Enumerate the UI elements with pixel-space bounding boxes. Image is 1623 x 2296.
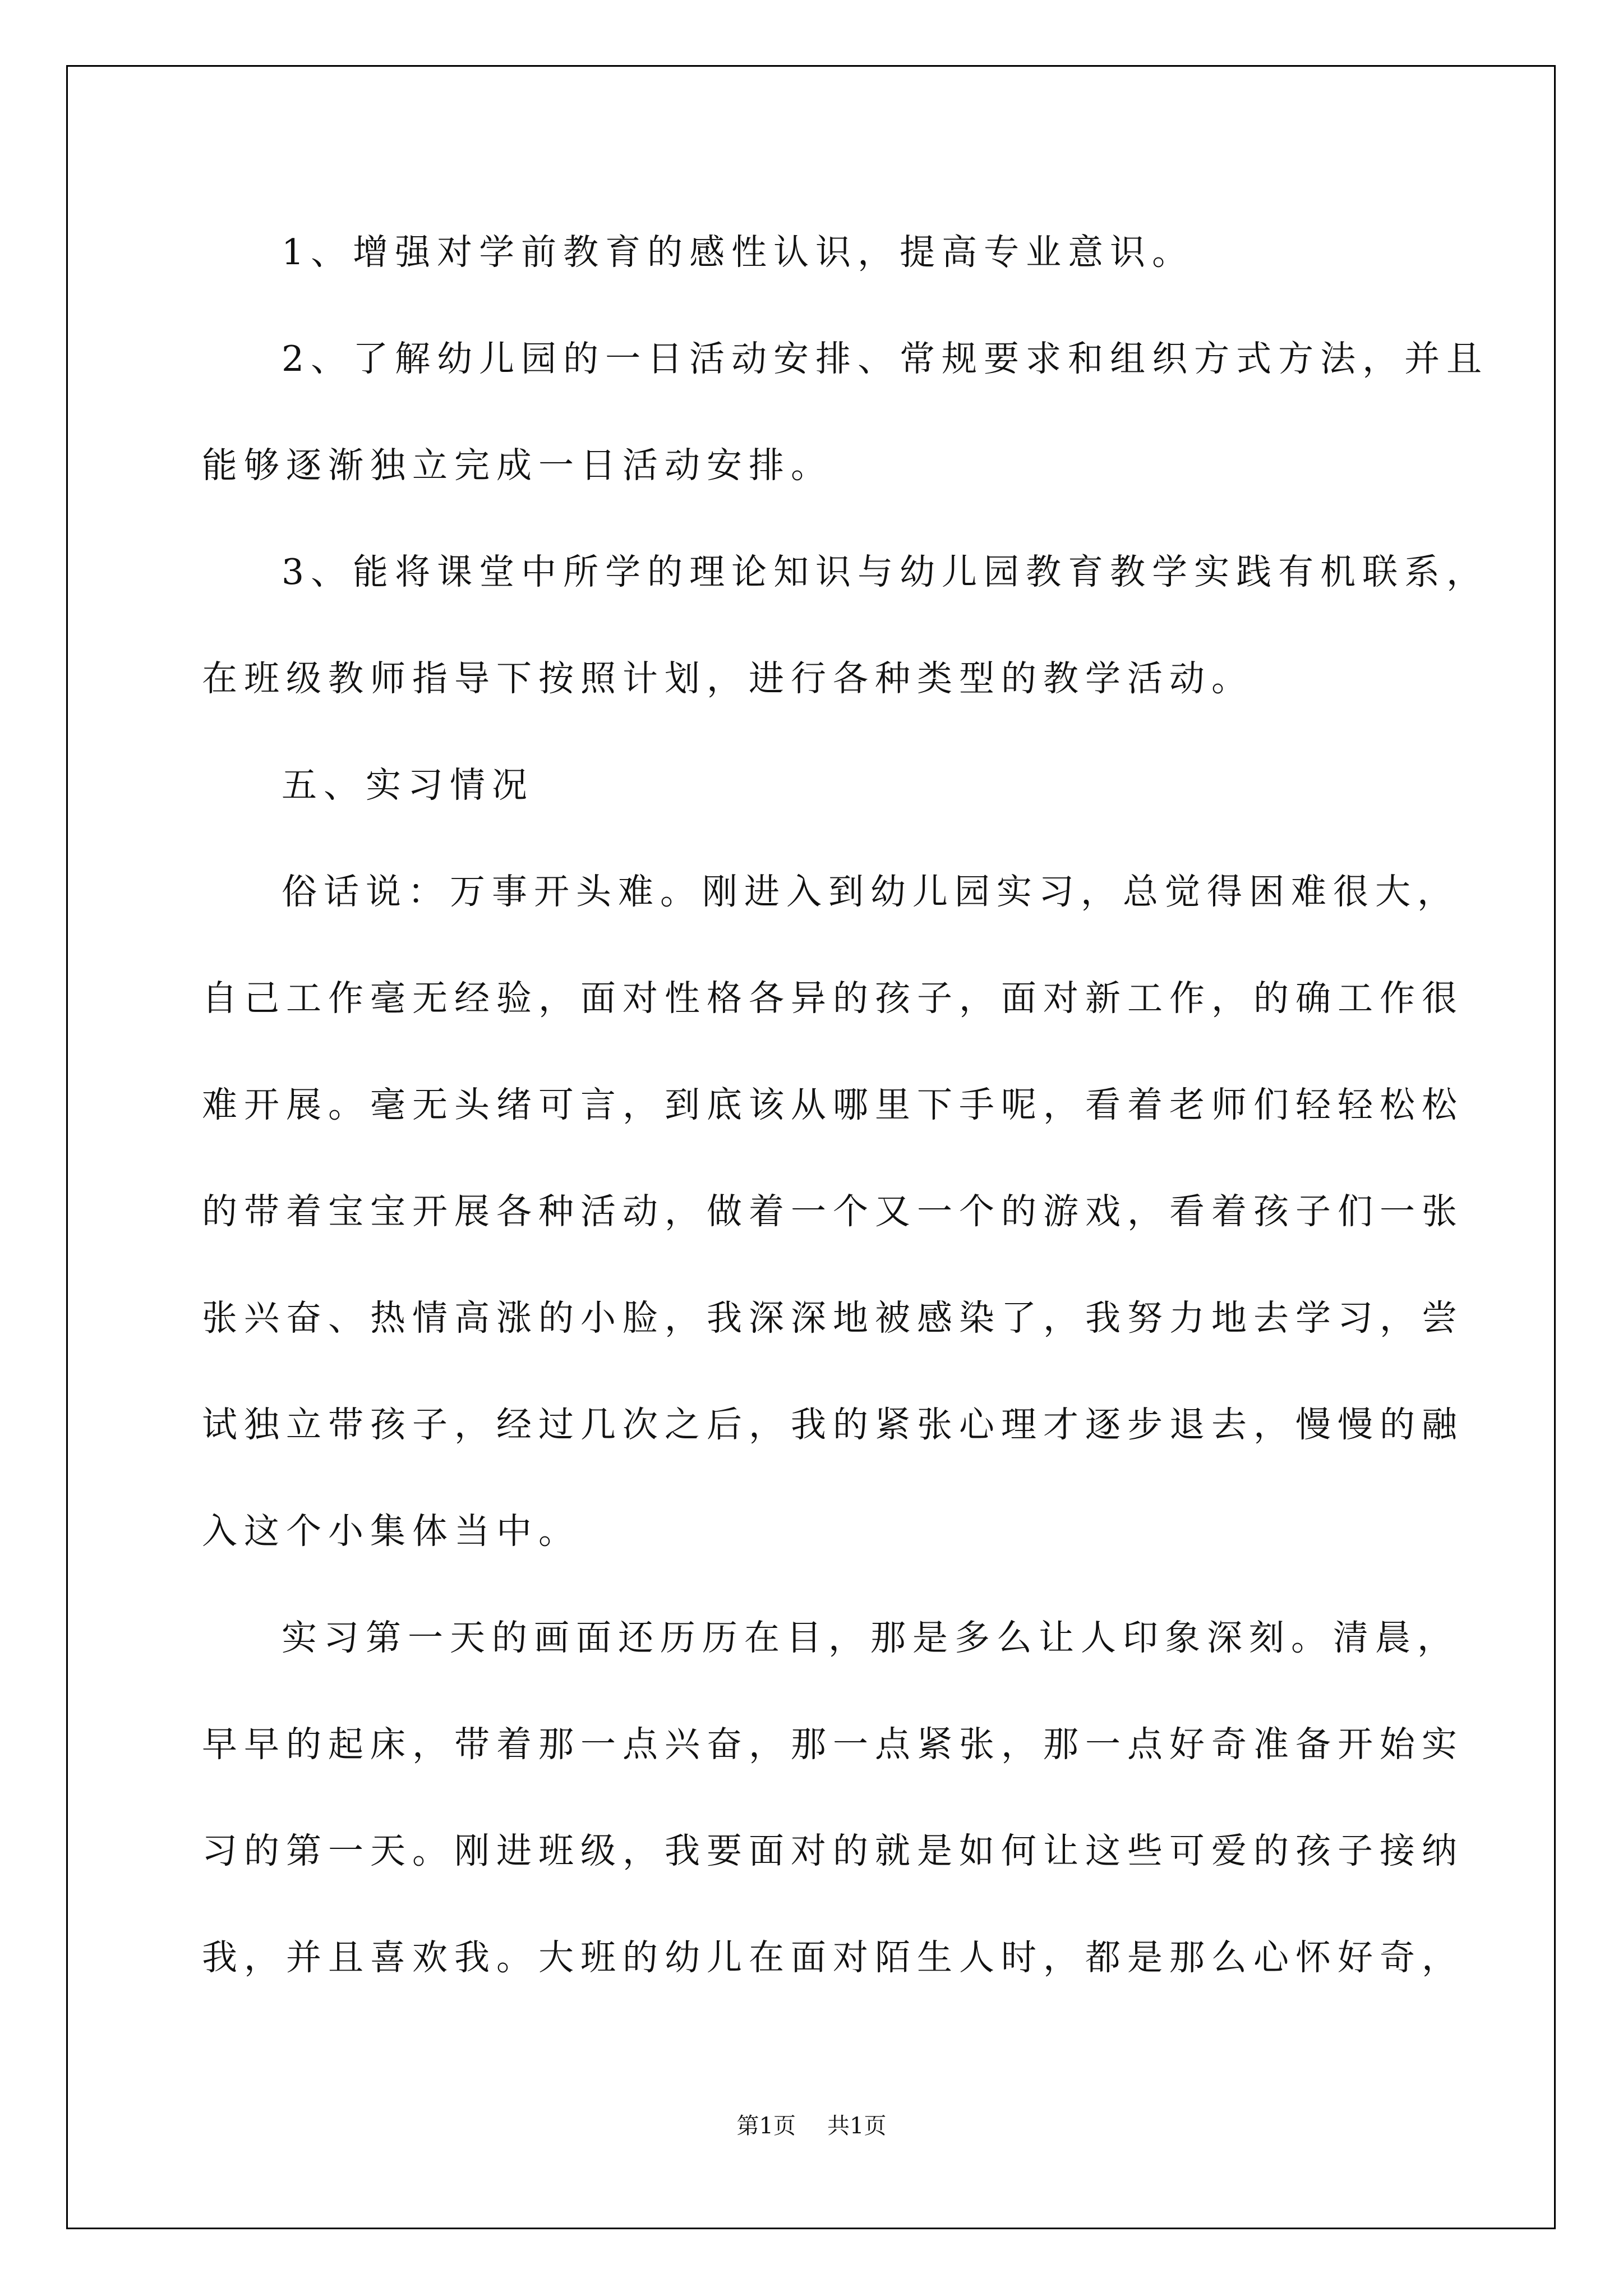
paragraph-line: 的带着宝宝开展各种活动，做着一个又一个的游戏，看着孩子们一张 bbox=[202, 1191, 1464, 1232]
paragraph-line: 3、能将课堂中所学的理论知识与幼儿园教育教学实践有机联系， bbox=[282, 551, 1489, 592]
paragraph-line: 早早的起床，带着那一点兴奋，那一点紧张，那一点好奇准备开始实 bbox=[202, 1724, 1464, 1765]
section-heading: 五、实习情况 bbox=[282, 765, 534, 806]
page-footer bbox=[0, 2108, 1623, 2140]
paragraph-line: 我，并且喜欢我。大班的幼儿在面对陌生人时，都是那么心怀好奇， bbox=[202, 1937, 1464, 1978]
paragraph-line: 自己工作毫无经验，面对性格各异的孩子，面对新工作，的确工作很 bbox=[202, 978, 1464, 1019]
paragraph-line: 试独立带孩子，经过几次之后，我的紧张心理才逐步退去，慢慢的融 bbox=[202, 1404, 1464, 1445]
paragraph-line: 入这个小集体当中。 bbox=[202, 1511, 580, 1552]
page-border bbox=[66, 65, 1556, 2229]
paragraph-line: 能够逐渐独立完成一日活动安排。 bbox=[202, 445, 833, 486]
paragraph-line: 在班级教师指导下按照计划，进行各种类型的教学活动。 bbox=[202, 658, 1253, 699]
paragraph-line: 1、增强对学前教育的感性认识，提高专业意识。 bbox=[282, 232, 1195, 273]
page-total: 共1页 bbox=[827, 2113, 887, 2139]
paragraph-line: 俗话说：万事开头难。刚进入到幼儿园实习，总觉得困难很大， bbox=[282, 871, 1459, 912]
paragraph-line: 张兴奋、热情高涨的小脸，我深深地被感染了，我努力地去学习，尝 bbox=[202, 1297, 1464, 1338]
page-number: 第1页 bbox=[736, 2113, 796, 2139]
paragraph-line: 习的第一天。刚进班级，我要面对的就是如何让这些可爱的孩子接纳 bbox=[202, 1830, 1464, 1871]
paragraph-line: 实习第一天的画面还历历在目，那是多么让人印象深刻。清晨， bbox=[282, 1617, 1459, 1658]
paragraph-line: 2、了解幼儿园的一日活动安排、常规要求和组织方式方法，并且 bbox=[282, 338, 1489, 379]
paragraph-line: 难开展。毫无头绪可言，到底该从哪里下手呢，看着老师们轻轻松松 bbox=[202, 1084, 1464, 1125]
